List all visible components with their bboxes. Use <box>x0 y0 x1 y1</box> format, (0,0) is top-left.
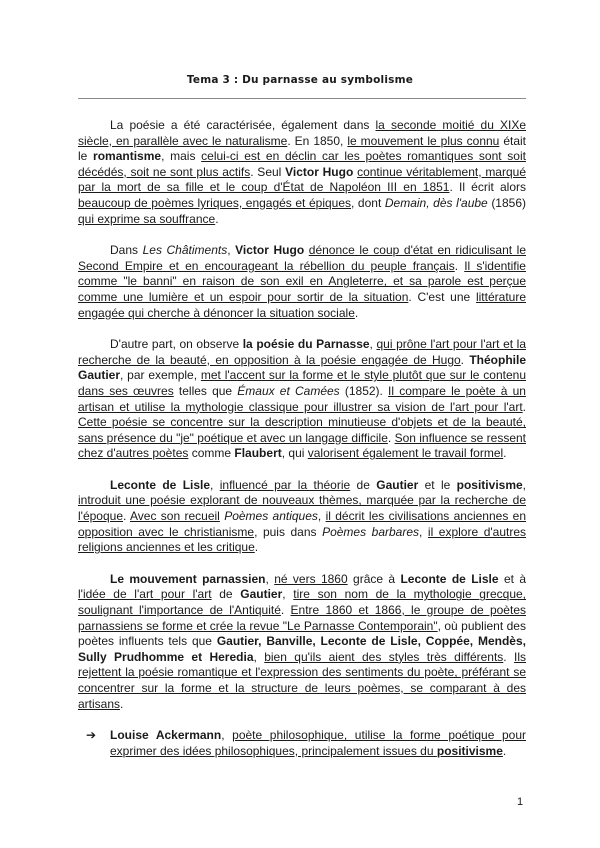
underlined-phrase: le mouvement le plus connu <box>347 133 500 148</box>
underlined-phrase: met l'accent sur la forme et le style plutôt que sur le contenu dans ses œuvres <box>78 368 526 398</box>
text-run: (1856) <box>487 195 527 210</box>
page-title: Tema 3 : Du parnasse au symbolisme <box>186 74 414 86</box>
work-title: Les Châtiments <box>142 243 228 258</box>
text-run: et à <box>498 571 527 586</box>
paragraph-chatiments <box>78 243 526 321</box>
bold-term: Gautier <box>240 587 283 602</box>
paragraph-leconte-de-lisle <box>78 478 526 556</box>
text-run: était le <box>78 133 527 164</box>
text-run: , par exemple, <box>120 368 201 383</box>
text-run: (1852). <box>339 383 389 398</box>
text-run: Dans <box>110 243 143 258</box>
text-run: grâce à <box>347 571 401 586</box>
underlined-phrase: Cette poésie se concentre sur la description minutieuse d'objets et de la beauté, sans présence du "je" poétique et avec un langage difficile <box>78 415 526 445</box>
text-run: , <box>419 524 428 539</box>
text-run: , qui <box>281 446 308 461</box>
work-title: Demain, dès l'aube <box>384 195 488 210</box>
work-title: Poèmes barbares <box>322 524 420 539</box>
bold-term: Victor Hugo <box>235 243 305 258</box>
underlined-phrase: influencé par la théorie <box>219 477 351 492</box>
text-run: . <box>123 509 131 524</box>
underlined-phrase: Entre 1860 et 1866, le groupe de poètes parnassiens se forme et crée la revue "Le Parnasse Contemporain" <box>78 603 526 633</box>
underlined-phrase: littérature engagée qui cherche à dénoncer la situation sociale <box>78 289 526 320</box>
underlined-phrase: la seconde moitié du XIXe siècle, en parallèle avec le naturalisme <box>78 118 526 148</box>
work-title: Poèmes antiques <box>224 509 318 524</box>
underlined-phrase: Il compare le poète à un artisan et utilise la mythologie classique pour illustrer sa vision de l'art pour l'art <box>78 383 526 414</box>
text-run: , <box>253 649 265 664</box>
text-run: , <box>282 587 294 602</box>
underlined-phrase: il décrit les civilisations anciennes en opposition avec le christianisme <box>78 509 527 539</box>
underlined-phrase: Son influence se ressent chez d'autres poètes <box>78 430 527 461</box>
text-run: . <box>254 540 259 555</box>
text-run: . Seul <box>250 164 286 179</box>
underlined-phrase: tire son nom de la mythologie grecque, soulignant l'importance de l'Antiquité <box>78 587 526 618</box>
text-run: de <box>350 477 377 492</box>
bold-term: Flaubert <box>234 446 282 461</box>
bullet-louise-ackermann <box>78 728 526 759</box>
underlined-phrase: bien qu'ils aient des styles très différents <box>264 649 504 664</box>
paragraph-parnasse <box>78 337 526 462</box>
underlined-phrase: continue véritablement, marqué par la mort de sa fille et le coup d'État de Napoléon III en 1851 <box>78 164 526 195</box>
work-title: Émaux et Camées <box>237 383 340 398</box>
underlined-phrase: valorisent également le travail formel <box>307 446 504 461</box>
bold-term: Théophile Gautier <box>78 352 526 383</box>
text-run: , mais <box>161 149 202 164</box>
bold-term: Leconte de Lisle <box>400 571 499 586</box>
underlined-phrase: Il s'identifie comme "le banni" en raison de son exil en Angleterre, et sa parole est perçue comme une lumière et un espoir pour sortir de la situation <box>78 258 526 304</box>
text-run: . <box>387 430 395 445</box>
text-run: de <box>211 587 241 602</box>
underlined-phrase: beaucoup de poèmes lyriques, engagés et épiques <box>78 195 352 210</box>
text-run: , où publient des poètes influents tels que <box>78 618 526 649</box>
underlined-phrase: celui-ci est en déclin car les poètes romantiques sont soit décédés, soit ne sont plus actifs <box>78 149 526 179</box>
underlined-phrase: qui prône l'art pour l'art et la recherche de la beauté, en opposition à la poésie engagée de Hugo <box>78 337 527 367</box>
text-run: . C'est une <box>408 289 476 304</box>
text-run: , <box>221 728 233 743</box>
paragraph-romantisme <box>78 118 526 227</box>
bold-term: Gautier, Banville, Leconte de Lisle, Coppée, Mendès, Sully Prudhomme et Heredia <box>78 634 526 664</box>
bold-term: positivisme <box>456 477 523 492</box>
underlined-phrase: qui exprime sa souffrance <box>78 211 216 226</box>
text-run: comme <box>188 446 235 461</box>
bold-term: Gautier <box>376 477 419 492</box>
text-run: La poésie a été caractérisée, également dans <box>110 118 376 132</box>
text-run: , <box>210 477 220 492</box>
text-run: , puis dans <box>254 524 323 539</box>
bold-term: la poésie du Parnasse <box>242 337 370 352</box>
text-run: , <box>369 337 377 352</box>
arrow-right-icon: ➔ <box>86 728 97 743</box>
text-run: . <box>354 305 359 320</box>
bold-term: Le mouvement parnassien <box>110 571 266 586</box>
text-run: . <box>460 352 470 367</box>
text-run: . <box>215 211 219 226</box>
text-run: . Il écrit alors <box>449 180 526 195</box>
text-run: . <box>503 649 515 664</box>
text-run: . <box>120 696 124 711</box>
bold-term: romantisme <box>93 149 162 164</box>
underlined-phrase: né vers 1860 <box>274 571 348 586</box>
paragraph-mouvement-parnassien <box>78 572 526 712</box>
underlined-phrase: introduit une poésie explorant de nouveaux thèmes, marquée par la recherche de l'époque <box>78 493 526 524</box>
underlined-phrase: Ils rejettent la poésie romantique et l'expression des sentiments du poète, préférant se concentrer sur la forme et la structure de leurs poèmes, se comparant à des artisans <box>78 649 527 711</box>
bold-term: positivisme <box>436 743 503 758</box>
underlined-phrase: Avec son recueil <box>130 509 220 524</box>
underlined-phrase: il explore d'autres religions anciennes et les critique <box>78 524 527 555</box>
text-run: , dont <box>351 195 385 210</box>
title-divider <box>78 98 526 99</box>
text-run: . <box>503 446 507 461</box>
bold-term: Victor Hugo <box>285 164 354 179</box>
text-run: poète philosophique, utilise la forme poétique pour exprimer des idées philosophiques, principalement issues du <box>110 728 527 758</box>
document-body <box>78 118 526 775</box>
text-run: D'autre part, on observe <box>110 337 243 352</box>
text-run: . <box>454 258 465 273</box>
text-run: telles que <box>173 383 238 398</box>
underlined-phrase: dénonce le coup d'état en ridiculisant le Second Empire et en encourageant la rébellion du peuple français <box>78 243 527 273</box>
text-run: . <box>502 743 507 758</box>
text-run: . <box>280 603 291 618</box>
text-run: , <box>522 477 527 492</box>
underlined-phrase: l'idée de l'art pour l'art <box>78 587 212 602</box>
text-run: . <box>522 399 526 414</box>
bold-term: Leconte de Lisle <box>110 477 211 492</box>
bold-term: Louise Ackermann <box>110 728 222 743</box>
text-run: , <box>227 243 236 258</box>
text-run: et le <box>418 477 457 492</box>
text-run: . En 1850, <box>287 133 348 148</box>
text-run: , <box>265 571 275 586</box>
page-number: 1 <box>517 796 524 808</box>
text-run: , <box>317 509 326 524</box>
